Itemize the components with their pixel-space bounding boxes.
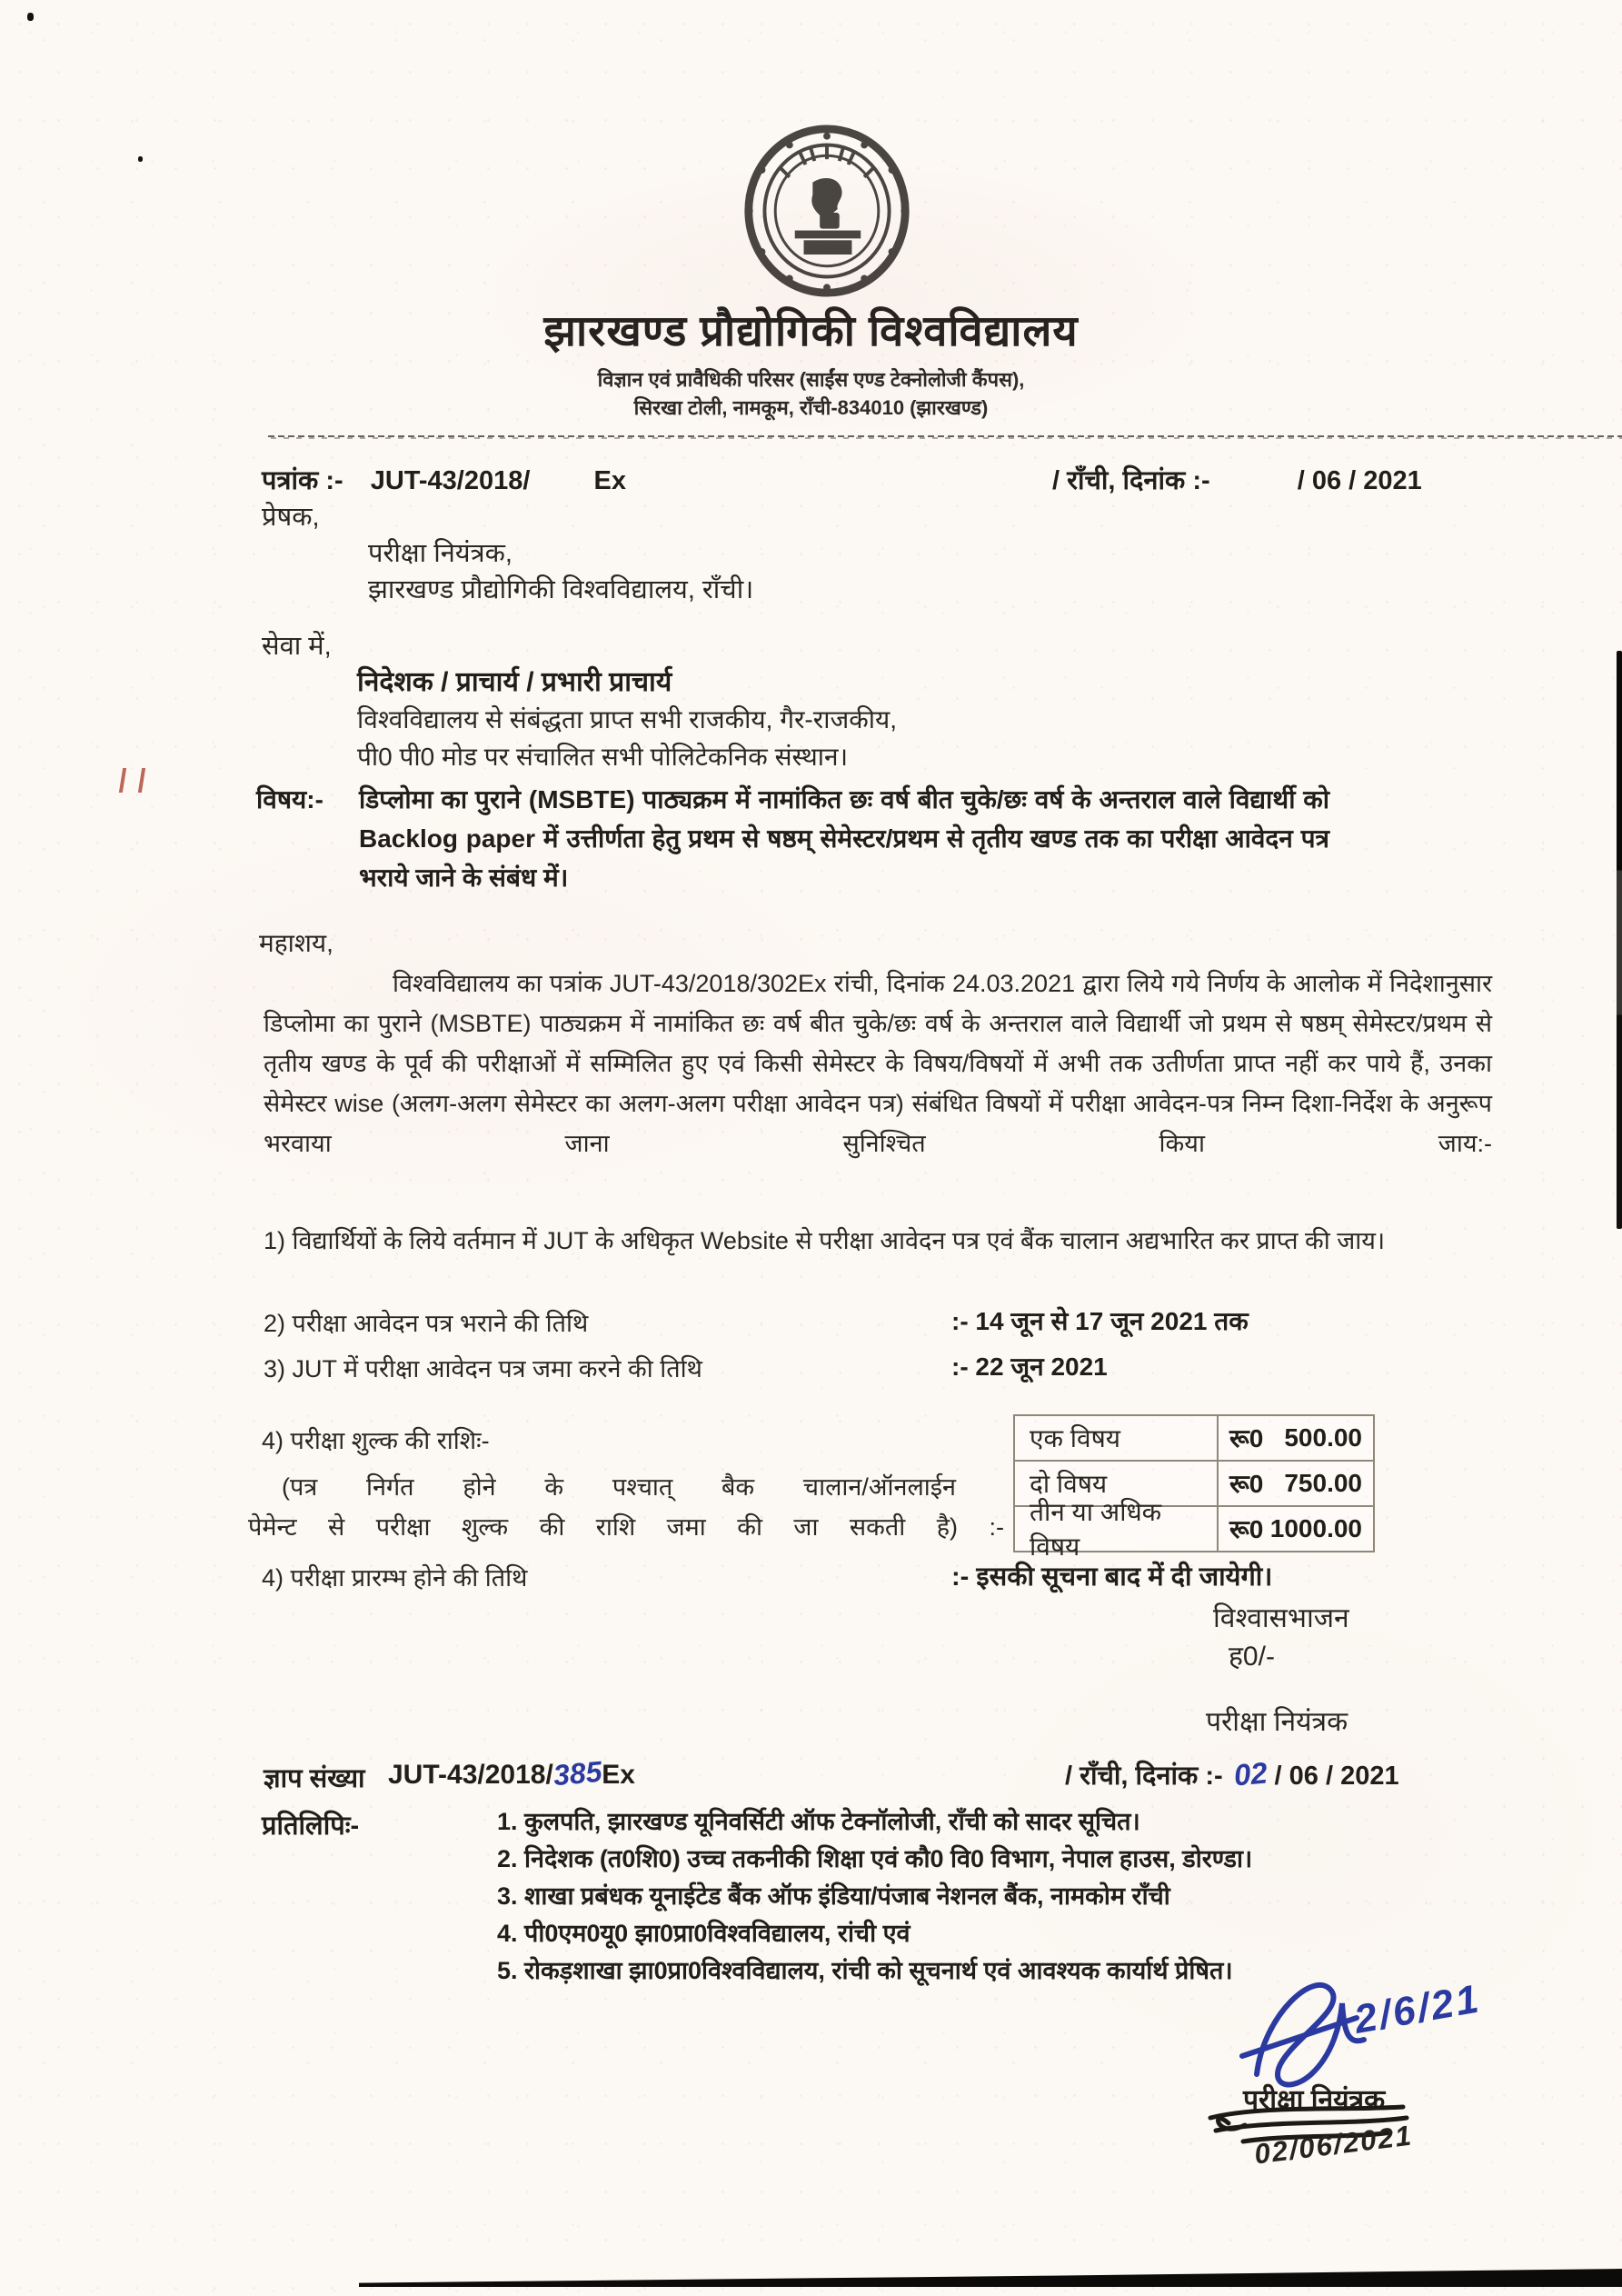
- instruction-item-2-label: 2) परीक्षा आवेदन पत्र भराने की तिथि: [264, 1310, 589, 1337]
- date-place-label: / राँची, दिनांक :-: [1052, 466, 1210, 495]
- instruction-item-3-value: :- 22 जून 2021: [951, 1353, 1108, 1381]
- subject-text: डिप्लोमा का पुराने (MSBTE) पाठ्यक्रम में नामांकित छः वर्ष बीत चुके/छः वर्ष के अन्तराल वाले विद्यार्थी को Backlog paper में उत्तीर्णता हेतु प्रथम से षष्ठम् सेमेस्टर/प्रथम से तृतीय खण्ड तक का परीक्षा आवेदन पत्र भराये जाने के संबंध में।: [359, 785, 1329, 892]
- fee-subject-count: तीन या अधिक विषय: [1015, 1507, 1219, 1551]
- fee-amount-cell: [1219, 1421, 1373, 1455]
- fee-currency: रू0: [1229, 1515, 1264, 1543]
- recipient-line2: विश्वविद्यालय से संबंद्धता प्राप्त सभी राजकीय, गैर-राजकीय,: [357, 705, 898, 734]
- exam-start-label: 4) परीक्षा प्रारम्भ होने की तिथि: [262, 1564, 528, 1592]
- memo-date-handwritten: 02: [1232, 1755, 1269, 1792]
- recipient-label: सेवा में,: [262, 632, 332, 661]
- fee-subject-count: दो विषय: [1015, 1462, 1219, 1505]
- letter-date-row: [1052, 462, 1422, 497]
- university-seal-logo: [738, 124, 916, 298]
- memo-number: [388, 1754, 635, 1792]
- date-value: / 06 / 2021: [1297, 466, 1422, 495]
- exam-start-value: :- इसकी सूचना बाद में दी जायेगी।: [951, 1562, 1273, 1592]
- subject-label: विषय:-: [256, 785, 323, 814]
- university-subtitle-address: सिरखा टोली, नामकूम, राँची-834010 (झारखण्ड): [633, 396, 989, 419]
- fee-item-note-1: (पत्र निर्गत होने के पश्चात् बैक चालान/ऑनलाईन: [282, 1473, 956, 1501]
- red-margin-mark: [119, 768, 145, 793]
- closing-designation: परीक्षा नियंत्रक: [1206, 1707, 1348, 1737]
- fee-amount: 500.00: [1284, 1423, 1362, 1452]
- recipient-designation: निदेशक / प्राचार्य / प्रभारी प्राचार्य: [357, 667, 672, 697]
- body-paragraph: विश्वविद्यालय का पत्रांक JUT-43/2018/302Ex रांची, दिनांक 24.03.2021 द्वारा लिये गये निर्णय के आलोक में निदेशानुसार डिप्लोमा का पुराने (MSBTE) पाठ्यक्रम में नामांकित छः वर्ष बीत चुके/छः वर्ष के अन्तराल वाले विद्यार्थी जो प्रथम से षष्ठम् सेमेस्टर/प्रथम से तृतीय खण्ड के पूर्व की परीक्षाओं में सम्मिलित हुए एवं किसी सेमेस्टर के विषय/विषयों में अभी तक उतीर्णता प्राप्त नहीं कर पाये हैं, उनका सेमेस्टर wise (अलग-अलग सेमेस्टर का अलग-अलग परीक्षा आवेदन पत्र) संबंधित विषयों में परीक्षा आवेदन-पत्र निम्न दिशा-निर्देश के अनुरूप भरवाया जाना सुनिश्चित किया जाय:-: [264, 970, 1492, 1157]
- fee-table: [1013, 1414, 1375, 1561]
- ref-label: पत्रांक :-: [262, 466, 343, 495]
- fee-table-row: [1015, 1416, 1373, 1462]
- sender-organization: झारखण्ड प्रौद्योगिकी विश्वविद्यालय, राँची।: [368, 575, 754, 604]
- fee-currency: रू0: [1229, 1470, 1264, 1498]
- memo-place-label: / राँची, दिनांक :-: [1065, 1762, 1223, 1791]
- university-title: झारखण्ड प्रौद्योगिकी विश्वविद्यालय: [543, 306, 1079, 354]
- fee-table-row: [1015, 1498, 1373, 1561]
- sender-label: प्रेषक,: [262, 503, 320, 532]
- copy-item-5: 5. रोकड़शाखा झा0प्रा0विश्वविद्यालय, रांची को सूचनार्थ एवं आवश्यक कार्यार्थ प्रेषित।: [497, 1957, 1233, 1984]
- copy-item-2: 2. निदेशक (त0शि0) उच्च तकनीकी शिक्षा एवं कौ0 वि0 विभाग, नेपाल हाउस, डोरण्डा।: [497, 1845, 1253, 1872]
- memo-date-row: [1065, 1757, 1399, 1792]
- copy-item-1: 1. कुलपति, झारखण्ड यूनिवर्सिटी ऑफ टेक्नॉलोजी, राँची को सादर सूचित।: [497, 1808, 1140, 1835]
- memo-number-suffix: Ex: [602, 1760, 635, 1790]
- memo-number-label: ज्ञाप संख्या: [264, 1764, 365, 1793]
- memo-number-handwritten: 385: [552, 1754, 603, 1792]
- signature-date-note: 2/6/21: [1350, 1976, 1485, 2042]
- instruction-item-1: 1) विद्यार्थियों के लिये वर्तमान में JUT के अधिकृत Website से परीक्षा आवेदन पत्र एवं बैंक चालान अद्यभारित कर प्राप्त की जाय।: [264, 1227, 1386, 1254]
- instruction-item-2-value: :- 14 जून से 17 जून 2021 तक: [951, 1307, 1249, 1335]
- fee-item-label: 4) परीक्षा शुल्क की राशिः-: [262, 1427, 490, 1454]
- memo-number-prefix: JUT-43/2018/: [388, 1760, 553, 1790]
- header-separator: [268, 435, 1622, 439]
- university-subtitle-campus: विज्ञान एवं प्रावैधिकी परिसर (साईंस एण्ड टेक्नोलोजी कैंपस),: [597, 368, 1025, 391]
- copy-item-4: 4. पी0एम0यू0 झा0प्रा0विश्वविद्यालय, रांची एवं: [497, 1920, 911, 1947]
- recipient-line3: पी0 पी0 मोड पर संचालित सभी पोलिटेकनिक संस्थान।: [357, 743, 849, 771]
- copy-to-label: प्रतिलिपिः-: [262, 1812, 360, 1841]
- scan-bottom-bar: [359, 2269, 1622, 2287]
- signature-stamp-date: 02/06/2021: [1252, 2119, 1415, 2171]
- closing-signed-abbrev: ह0/-: [1229, 1642, 1275, 1672]
- fee-currency: रू0: [1229, 1424, 1264, 1452]
- fee-amount-cell: [1219, 1512, 1373, 1546]
- university-seal-icon: [738, 124, 916, 298]
- scan-speck: [27, 13, 34, 21]
- instruction-item-3-label: 3) JUT में परीक्षा आवेदन पत्र जमा करने की तिथि: [264, 1355, 702, 1383]
- memo-date-rest: / 06 / 2021: [1274, 1762, 1399, 1791]
- fee-subject-count: एक विषय: [1015, 1416, 1219, 1460]
- scan-edge-line-right: [1617, 651, 1622, 1229]
- sender-designation: परीक्षा नियंत्रक,: [368, 539, 512, 568]
- ref-number: JUT-43/2018/: [370, 466, 531, 495]
- fee-item-note-2: पेमेन्ट से परीक्षा शुल्क की राशि जमा की जा सकती है) :-: [248, 1513, 1004, 1541]
- scan-speck: [138, 156, 143, 162]
- salutation: महाशय,: [259, 929, 333, 957]
- closing-faithfully: विश्वासभाजन: [1213, 1603, 1349, 1633]
- fee-amount-cell: [1219, 1466, 1373, 1501]
- fee-amount: 750.00: [1284, 1469, 1362, 1497]
- ref-suffix: Ex: [593, 466, 626, 495]
- fee-amount: 1000.00: [1269, 1514, 1362, 1542]
- letter-ref-row: [262, 462, 626, 497]
- copy-item-3: 3. शाखा प्रबंधक यूनाईटेड बैंक ऑफ इंडिया/पंजाब नेशनल बैंक, नामकोम राँची: [497, 1882, 1170, 1910]
- signatory-designation: परीक्षा नियंत्रक: [1243, 2085, 1386, 2115]
